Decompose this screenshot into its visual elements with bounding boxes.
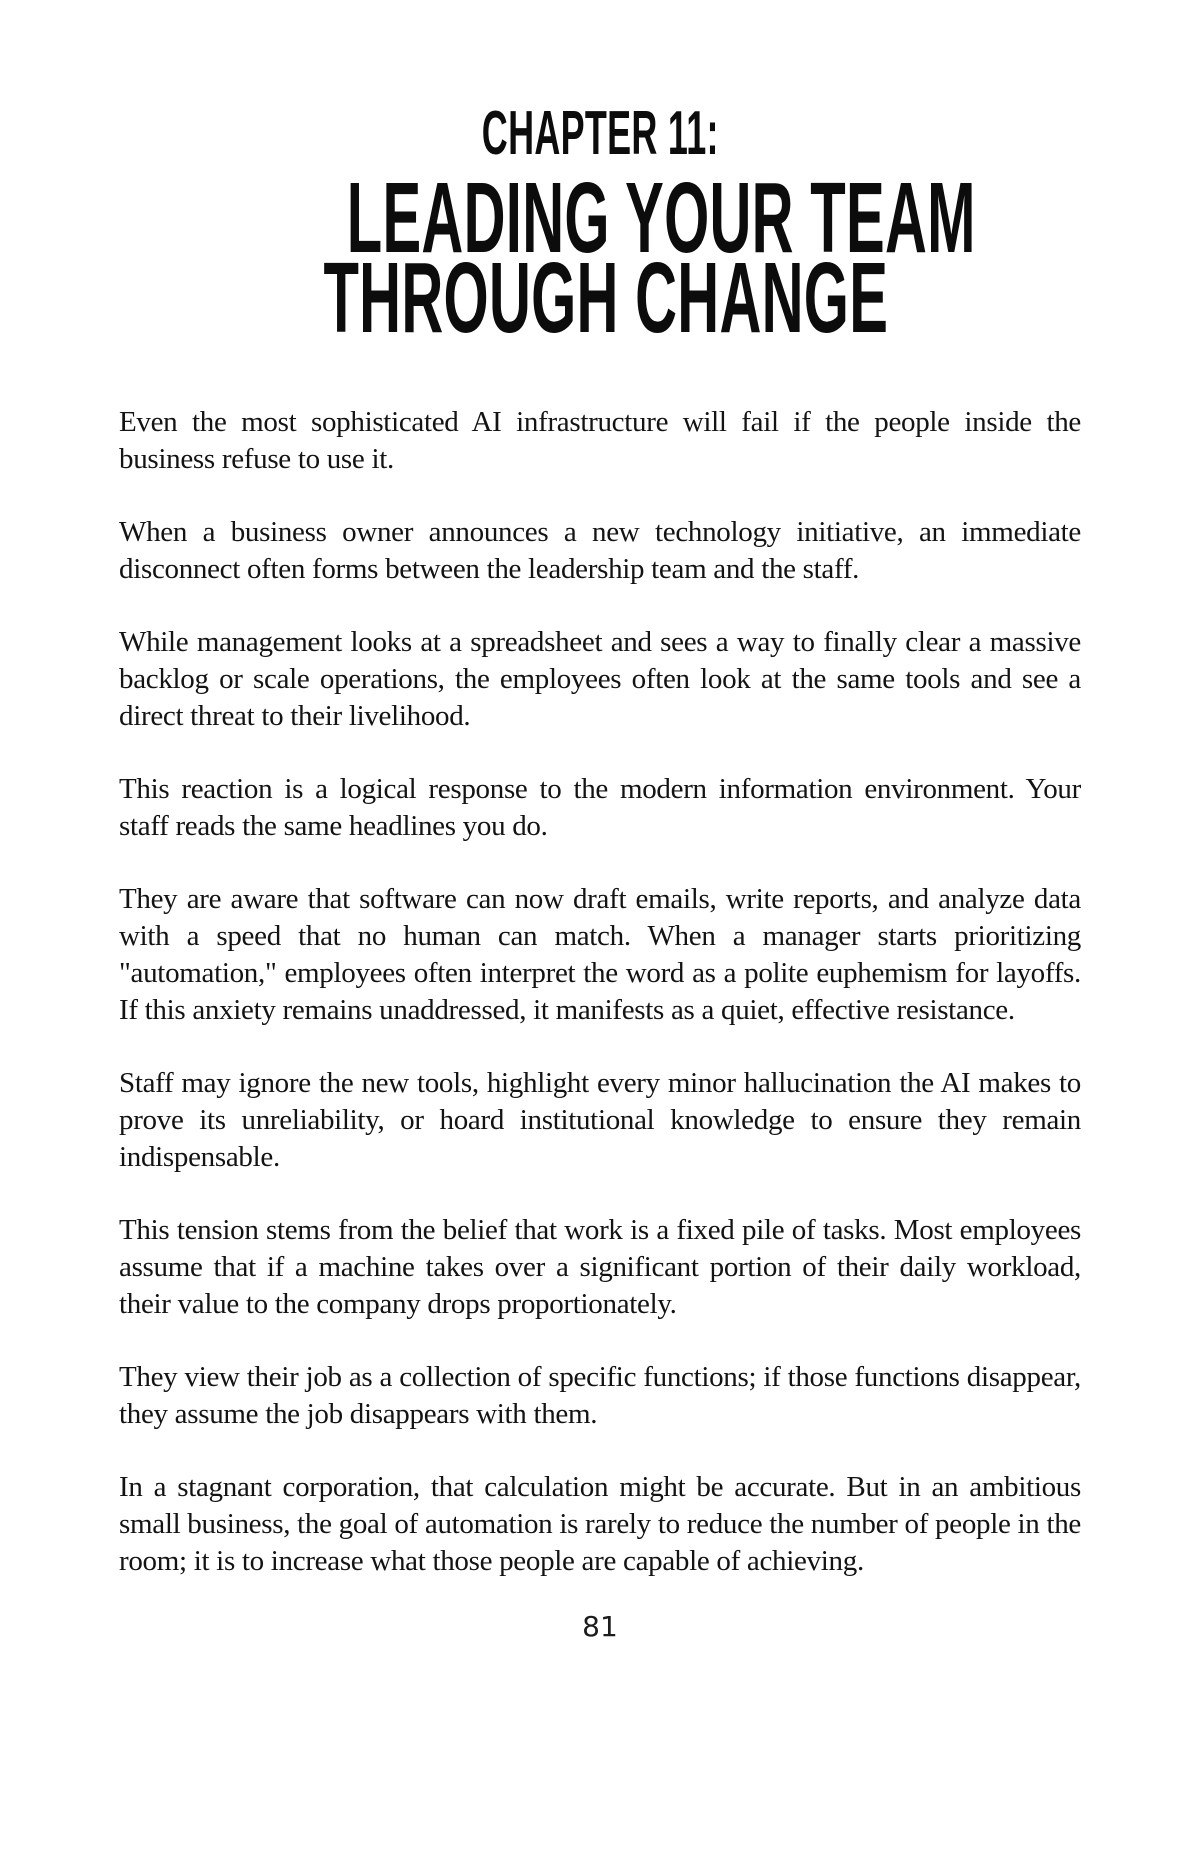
chapter-header [119,99,1081,354]
body-paragraph-7: This tension stems from the belief that work is a fixed pile of tasks. Most employees assume that if a machine takes over a significant portion of their daily workload, their value to the company drops proportionately. [119,1214,1081,1320]
chapter-title-line-1-text: LEADING YOUR TEAM [346,162,976,274]
body-paragraph-6: Staff may ignore the new tools, highlight every minor hallucination the AI makes to prove its unreliability, or hoard institutional knowledge to ensure they remain indispensable. [119,1067,1081,1173]
body-paragraph-9: In a stagnant corporation, that calculation might be accurate. But in an ambitious small business, the goal of automation is rarely to reduce the number of people in the room; it is to increase what those people are capable of achieving. [119,1471,1081,1577]
page-number: 81 [582,1610,618,1643]
body-paragraph-2: When a business owner announces a new technology initiative, an immediate disconnect often forms between the leadership team and the staff. [119,516,1081,585]
body-paragraph-4: This reaction is a logical response to the modern information environment. Your staff reads the same headlines you do. [119,773,1081,842]
chapter-title-line-2-text: THROUGH CHANGE [323,242,889,354]
body-paragraph-3: While management looks at a spreadsheet and sees a way to finally clear a massive backlog or scale operations, the employees often look at the same tools and see a direct threat to their livelihood. [119,626,1081,732]
body-text [119,404,1081,1580]
chapter-label [119,99,1081,168]
body-paragraph-1: Even the most sophisticated AI infrastructure will fail if the people inside the business refuse to use it. [119,406,1081,475]
chapter-label-text: CHAPTER 11: [481,99,719,168]
chapter-title [119,162,1081,354]
body-paragraph-8: They view their job as a collection of specific functions; if those functions disappear, they assume the job disappears with them. [119,1361,1081,1430]
body-paragraph-5: They are aware that software can now draft emails, write reports, and analyze data with a speed that no human can match. When a manager starts prioritizing "automation," employees often interpret the word as a polite euphemism for layoffs. If this anxiety remains unaddressed, it manifests as a quiet, effective resistance. [119,883,1081,1026]
page-content [119,99,1081,1644]
page-footer [119,1610,1081,1644]
